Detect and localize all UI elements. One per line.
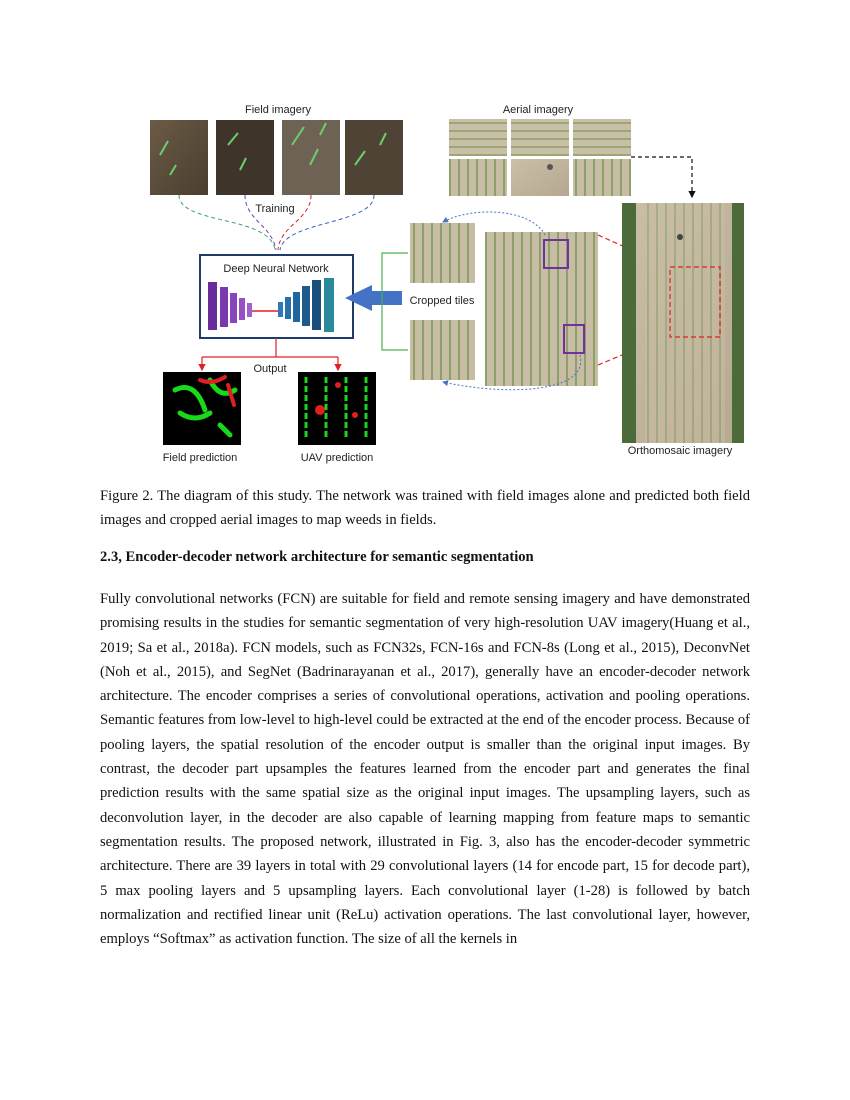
field-image-1 xyxy=(150,120,208,195)
orthomosaic-image xyxy=(622,203,744,443)
figure-diagram xyxy=(140,95,760,470)
diagram-svg xyxy=(140,95,760,470)
label-output: Output xyxy=(253,363,287,375)
label-field-imagery: Field imagery xyxy=(244,104,312,116)
section-paragraph: Fully convolutional networks (FCN) are suitable for field and remote sensing imagery and have demonstrated promising results in the studies for semantic segmentation of very high-resolution UAV imagery(Huang et al., 2019; Sa et al., 2018a). FCN models, such as FCN32s, FCN-16s and FCN-8s (Long et al., 2015), DeconvNet (Noh et al., 2015), and SegNet (Badrinarayanan et al., 2017), generally have an encoder-decoder network architecture. The encoder comprises a series of convolutional operations, activation and pooling operations. Semantic features from low-level to high-level could be extracted at the end of the encoder process. Because of pooling layers, the spatial resolution of the encoder output is smaller than the original input images. By contrast, the decoder part upsamples the features learned from the encoder part and generates the final prediction results with the same spatial size as the original input images. The upsampling layers, such as deconvolution layer, in the decoder are also capable of learning mapping from feature maps to semantic segmentation results. The proposed network, illustrated in Fig. 3, also has the encoder-decoder symmetric architecture. There are 39 layers in total with 29 convolutional layers (14 for encode part, 15 for decode part), 5 max pooling layers and 5 upsampling layers. Each convolutional layer (1-28) is followed by batch normalization and rectified linear unit (ReLu) activation operations. The last convolutional layer, however, employs “Softmax” as activation function. The size of all the kernels in xyxy=(100,591,750,948)
cropped-tile-1 xyxy=(410,223,475,283)
figure-caption: Figure 2. The diagram of this study. The network was trained with field images alone and predicted both field images and cropped aerial images to map weeds in fields. xyxy=(100,488,750,528)
label-deep-neural-network: Deep Neural Network xyxy=(223,263,329,275)
field-image-tiles xyxy=(150,120,403,195)
label-training: Training xyxy=(255,203,295,215)
section-heading: 2.3, Encoder-decoder network architecture for semantic segmentation xyxy=(100,549,534,565)
aerial-image-tiles xyxy=(449,119,631,196)
label-aerial-imagery: Aerial imagery xyxy=(502,104,574,116)
field-image-2 xyxy=(216,120,274,195)
label-field-prediction: Field prediction xyxy=(162,452,238,464)
uav-prediction-image xyxy=(298,372,376,445)
field-prediction-image xyxy=(163,372,241,445)
cropped-tile-2 xyxy=(410,320,475,380)
field-image-4 xyxy=(345,120,403,195)
label-cropped-tiles: Cropped tiles xyxy=(409,295,475,307)
crop-region-image xyxy=(485,232,598,386)
field-image-3 xyxy=(282,120,340,195)
label-uav-prediction: UAV prediction xyxy=(300,452,374,464)
label-orthomosaic-imagery: Orthomosaic imagery xyxy=(627,445,733,457)
